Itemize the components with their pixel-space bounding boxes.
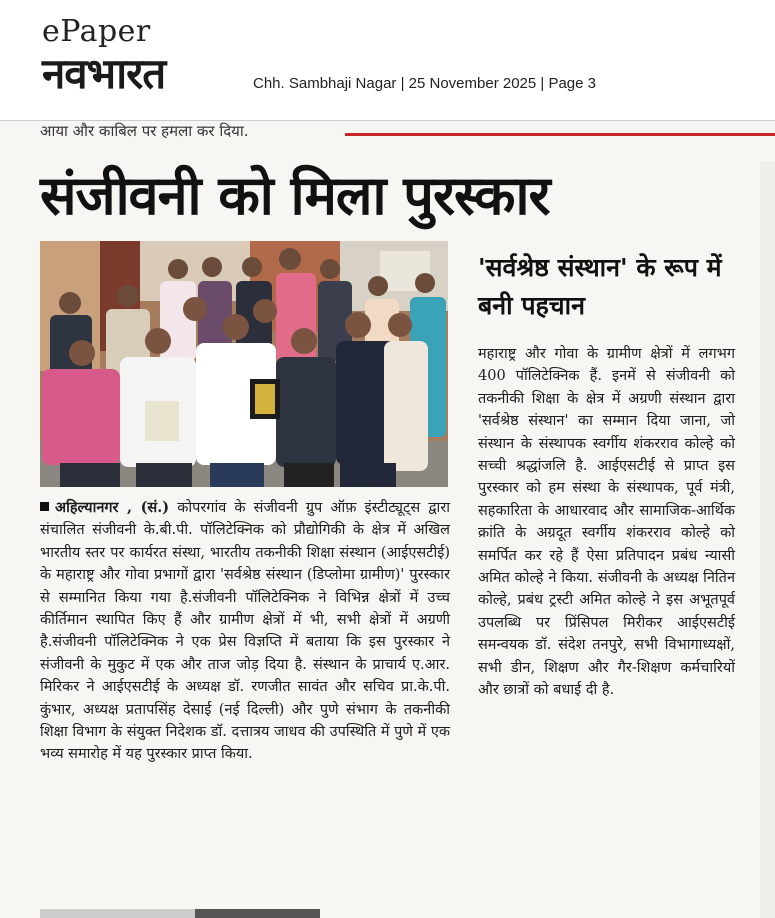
previous-article-tail: आया और काबिल पर हमला कर दिया. [40,122,249,140]
article-dateline: अहिल्यानगर , (सं.) [55,499,170,516]
newspaper-logo[interactable]: नवभारत [42,49,166,98]
article-right-column: महाराष्ट्र और गोवा के ग्रामीण क्षेत्रों में लगभग 400 पॉलिटेक्निक हैं. इनमें से संजीवनी को तकनीकी शिक्षा के क्षेत्र में अग्रणी संस्थान द्वारा 'सर्वश्रेष्ठ संस्थान' का सम्मान दिया जाना, जो संस्थान के संस्थापक स्वर्गीय शंकरराव कोल्हे को सच्ची श्रद्धांजलि है. आईएसटीई से प्राप्त इस पुरस्कार को हम संस्था के संस्थापक, पूर्व मंत्री, सहकारिता के आधारवाद और सामाजिक-आर्थिक क्रांति के अग्रदूत स्वर्गीय शंकरराव कोल्हे को समर्पित कर रहे हैं ऐसा प्रतिपादन प्रबंध न्यासी अमित कोल्हे ने किया. संजीवनी के अध्यक्ष नितिन कोल्हे, प्रबंध ट्रस्टी अमित कोल्हे ने इस अभूतपूर्व उपलब्धि पर प्रिंसिपल मिरीकर आईएसटीई समन्वयक डॉ. संदेश तनपुरे, सभी विभागाध्यक्षों, सभी डीन, शिक्षण और गैर-शिक्षण कर्मचारियों और छात्रों को बधाई दी है. [478,346,735,699]
epaper-label: ePaper [42,14,151,49]
photo-illustration [40,241,448,487]
red-divider [345,133,775,136]
article-left-column [40,497,450,766]
edition-info: Chh. Sambhaji Nagar | 25 November 2025 | Page 3 [253,75,596,92]
article-left-text: कोपरगांव के संजीवनी ग्रुप ऑफ़ इंस्टीट्यूट्स द्वारा संचालित संजीवनी के.बी.पी. पॉलिटेक्निक को प्रौद्योगिकी के क्षेत्र में अखिल भारतीय स्तर पर कार्यरत संस्था, भारतीय तकनीकी शिक्षा संस्थान (आईएसटीई) के महाराष्ट्र और गोवा प्रभागों द्वारा 'सर्वश्रेष्ठ संस्थान (डिप्लोमा ग्रामीण)' पुरस्कार से सम्मानित किया गया है.संजीवनी पॉलिटेक्निक ने विभिन्न क्षेत्रों में उच्च कीर्तिमान स्थापित किए हैं और ग्रामीण क्षेत्रों में भी, सभी क्षेत्रों में अग्रणी है.संजीवनी पॉलिटेक्निक ने एक प्रेस विज्ञप्ति में बताया कि इस पुरस्कार ने संजीवनी के मुकुट में एक और ताज जोड़ दिया है. संस्थान के प्राचार्य ए.आर. मिरिकर ने आईएसटीई के अध्यक्ष डॉ. रणजीत सावंत और सचिव प्रा.के.पी. कुंभार, अध्यक्ष प्रतापसिंह देसाई (नई दिल्ली) और पुणे संभाग के तकनीकी शिक्षा विभाग के संयुक्त निदेशक डॉ. दत्तात्रय जाधव की उपस्थिति में पुणे में एक भव्य समारोह में यह पुरस्कार प्राप्त किया. [40,500,451,763]
article-headline: संजीवनी को मिला पुरस्कार [40,164,550,227]
bullet-marker [40,502,49,511]
next-article-bar-dark [195,909,320,918]
newspaper-page [0,121,775,918]
adjacent-article-edge [760,161,775,918]
epaper-header [0,0,775,121]
award-group-photo [40,241,448,487]
article-subheadline: 'सर्वश्रेष्ठ संस्थान' के रूप में बनी पहचान [478,253,722,320]
